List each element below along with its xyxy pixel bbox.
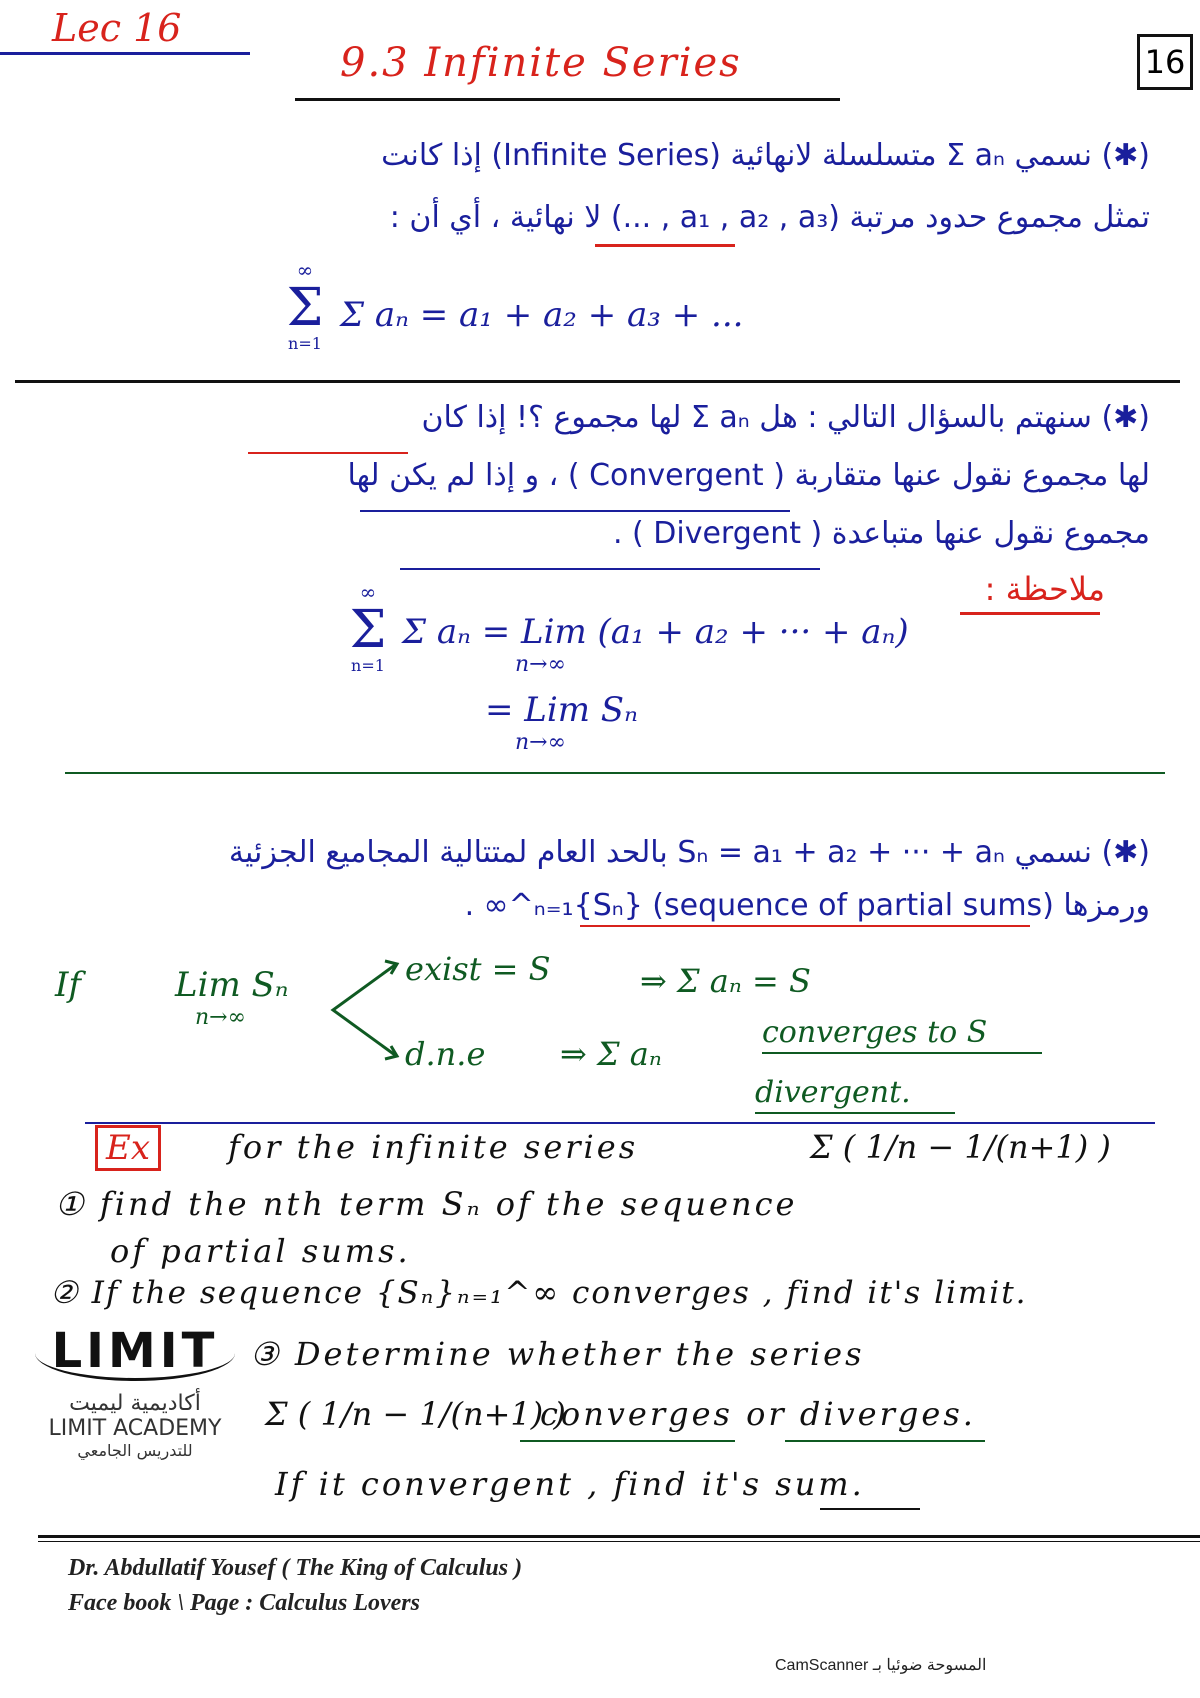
series-definition: Σ aₙ = a₁ + a₂ + a₃ + ... [340,295,744,335]
branch-dne-note: divergent. [755,1075,911,1110]
block2-line1: (✱) سنهتم بالسؤال التالي : هل Σ aₙ لها مجموع ؟! إذا كان [421,400,1150,435]
limit-sub-2: n→∞ [515,730,566,755]
block2-line2: لها مجموع نقول عنها متقاربة ( Convergent ) ، و إذا لم يكن لها [347,458,1150,493]
has-sum-underline [248,452,408,454]
sum-bottom: n=1 [288,334,322,353]
note-underline [960,612,1100,615]
branch-exist-note: converges to S [762,1015,988,1050]
sigma-icon: Σ [286,278,324,338]
block3-line2: ورمزها (sequence of partial sums) {Sₙ}ₙ₌₁^∞ . [464,888,1150,923]
block1-line2: تمثل مجموع حدود مرتبة (a₁ , a₂ , a₃ , ...) لا نهائية ، أي أن : [389,200,1150,235]
footer-page: Face book \ Page : Calculus Lovers [68,1590,420,1616]
example-intro: for the infinite series [228,1128,639,1166]
divider-2 [65,772,1165,774]
converges-underline-2 [520,1440,735,1442]
footer-rule-2 [38,1541,1200,1542]
question-1: ① find the nth term Sₙ of the sequence [55,1185,798,1223]
limit-equation-2: = Lim Sₙ [485,690,638,730]
sum-top: ∞ [296,258,314,282]
limit-sub-1: n→∞ [515,652,566,677]
header-underline [0,52,250,55]
sum-underline [820,1508,920,1510]
block1-line1: (✱) نسمي Σ aₙ متسلسلة لانهائية (Infinite Series) إذا كانت [381,138,1150,173]
lim-sn: Lim Sₙ [175,965,289,1005]
question-3: ③ Determine whether the series [250,1335,865,1373]
branch-dne: d.n.e [405,1035,486,1073]
lecture-label: Lec 16 [52,6,182,50]
if-label: If [55,965,82,1005]
branch-lines [333,965,395,1055]
branch-exist: exist = S [405,950,551,988]
converges-underline [762,1052,1042,1054]
question-2: ② If the sequence {Sₙ}ₙ₌₁^∞ converges , find it's limit. [50,1275,1028,1311]
divider-1 [15,380,1180,383]
branch-arrows [325,955,405,1065]
block3-line1: (✱) نسمي Sₙ = a₁ + a₂ + ··· + aₙ بالحد العام لمتتالية المجاميع الجزئية [228,835,1150,870]
branch-exist-result: ⇒ Σ aₙ = S [640,962,811,1000]
example-series: Σ ( 1/n − 1/(n+1) ) [810,1128,1111,1166]
example-label: Ex [95,1125,161,1171]
convergent-underline [360,510,790,512]
footer-rule-1 [38,1535,1200,1538]
question-1b: of partial sums. [110,1232,411,1270]
footer-author: Dr. Abdullatif Yousef ( The King of Calculus ) [68,1555,523,1581]
sum-top: ∞ [359,580,377,604]
logo-arabic-tag: للتدريس الجامعي [77,1440,193,1460]
logo-arabic-name: أكاديمية ليميت [69,1390,201,1416]
sigma-icon: Σ [349,600,387,660]
logo-mark: LIMIT [35,1325,235,1381]
divergent-underline-green [755,1112,955,1114]
divergent-underline [400,568,820,570]
diverges-underline [785,1440,985,1442]
branch-dne-result: ⇒ Σ aₙ [560,1035,662,1073]
question-3-tail: converges or diverges. [540,1395,976,1433]
logo-english-name: LIMIT ACADEMY [48,1415,222,1441]
limit-academy-logo [35,1325,235,1460]
lim-sn-sub: n→∞ [195,1005,246,1030]
sigma-block1 [275,258,335,353]
question-3-series: Σ ( 1/n − 1/(n+1) ) [265,1395,566,1433]
camscanner-watermark: CamScanner المسوحة ضوئيا بـ [775,1657,987,1674]
page-number-box: 16 [1137,34,1193,90]
ordered-underline [595,244,735,247]
question-3b: If it convergent , find it's sum. [275,1465,865,1503]
title-underline [295,98,840,101]
divider-3 [85,1122,1155,1124]
sum-bottom: n=1 [351,656,385,675]
limit-equation-1: Σ aₙ = Lim (a₁ + a₂ + ··· + aₙ) [402,612,909,652]
note-label: ملاحظة : [984,570,1105,608]
section-title: 9.3 Infinite Series [340,40,742,86]
sigma-block2 [338,580,398,675]
block2-line3: مجموع نقول عنها متباعدة ( Divergent ) . [612,516,1150,551]
partial-sums-underline [580,925,1030,927]
